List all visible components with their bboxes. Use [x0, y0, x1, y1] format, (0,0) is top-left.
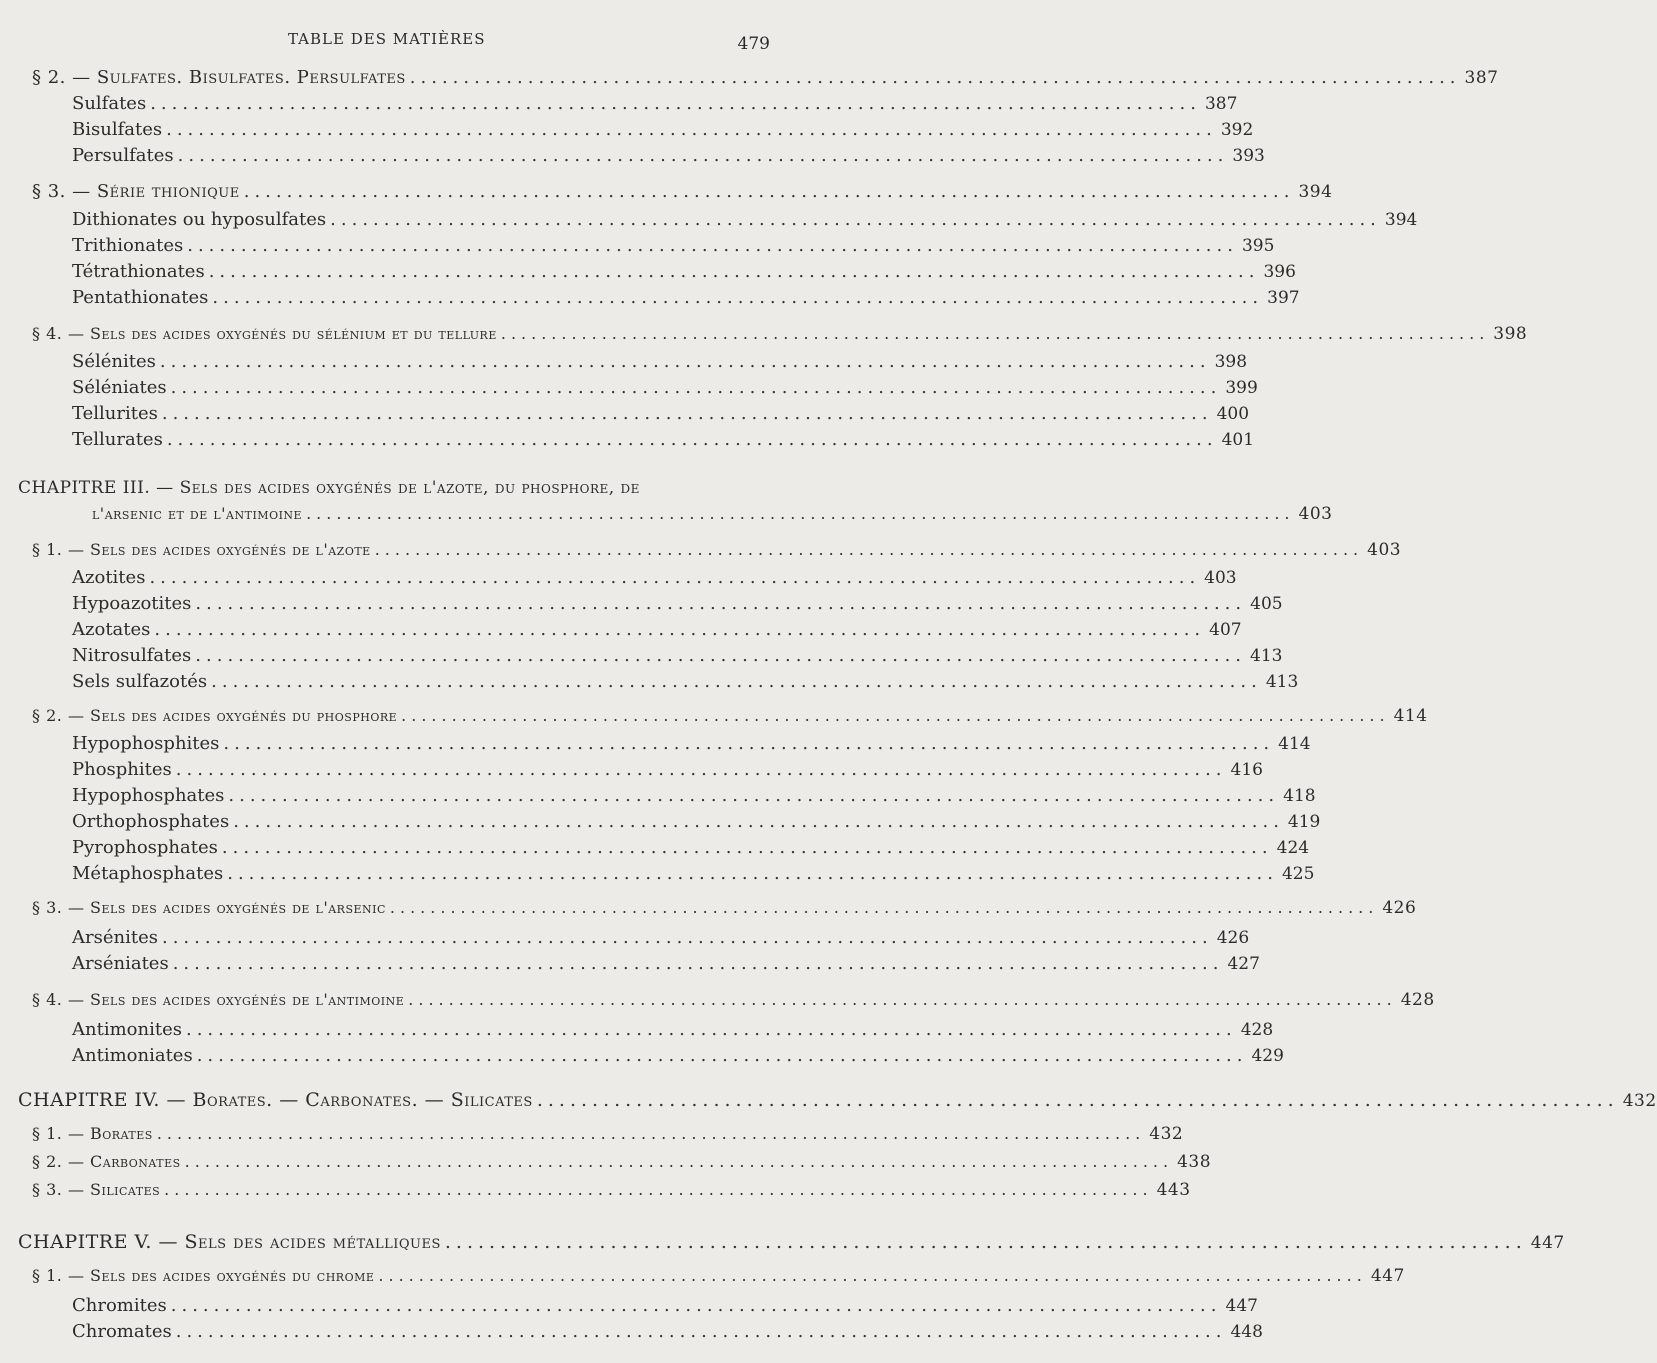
toc-entry: Trithionates .................................................................................................. 395 — [72, 235, 1275, 256]
toc-entry: Pentathionates .................................................................................................. 397 — [72, 287, 1300, 308]
toc-entry: Orthophosphates .................................................................................................. 419 — [72, 811, 1321, 832]
toc-entry: Tétrathionates .................................................................................................. 396 — [72, 261, 1296, 282]
toc-section: § 3. — Série thionique .................................................................................................. 394 — [32, 181, 1333, 202]
toc-entry: Pyrophosphates .................................................................................................. 424 — [72, 837, 1310, 858]
toc-entry: Persulfates .................................................................................................. 393 — [72, 145, 1265, 166]
toc-entry: Métaphosphates .................................................................................................. 425 — [72, 863, 1315, 884]
toc-entry: Azotites .................................................................................................. 403 — [72, 567, 1237, 588]
page-header — [0, 30, 800, 56]
toc-entry: Hypoazotites .................................................................................................. 405 — [72, 593, 1283, 614]
toc-entry: Antimonites .................................................................................................. 428 — [72, 1019, 1274, 1040]
toc-entry: Nitrosulfates .................................................................................................. 413 — [72, 645, 1283, 666]
toc-entry: Dithionates ou hyposulfates .................................................................................................. 394 — [72, 209, 1418, 230]
toc-chapter-cont: l'arsenic et de l'antimoine .................................................................................................. 403 — [92, 504, 1333, 524]
toc-entry: Chromites .................................................................................................. 447 — [72, 1295, 1258, 1316]
toc-entry: Hypophosphates .................................................................................................. 418 — [72, 785, 1316, 806]
toc-entry: Séléniates .................................................................................................. 399 — [72, 377, 1258, 398]
page-number: 479 — [737, 34, 770, 54]
toc-entry: Tellurites .................................................................................................. 400 — [72, 403, 1250, 424]
toc-chapter: CHAPITRE V. — Sels des acides métalliques .................................................................................................. 447 — [18, 1231, 1565, 1253]
toc-section: § 3. — Sels des acides oxygénés de l'arsenic .................................................................................................. 426 — [32, 898, 1417, 918]
toc-chapter: CHAPITRE IV. — Borates. — Carbonates. — Silicates .................................................................................................. 432 — [18, 1089, 1657, 1111]
toc-entry: Arsénites .................................................................................................. 426 — [72, 927, 1250, 948]
toc-entry: Sulfates .................................................................................................. 387 — [72, 93, 1238, 114]
toc-entry: Arséniates .................................................................................................. 427 — [72, 953, 1260, 974]
toc-section: § 2. — Sels des acides oxygénés du phosphore .................................................................................................. 414 — [32, 706, 1428, 726]
toc-entry: Tellurates .................................................................................................. 401 — [72, 429, 1255, 450]
toc-section: § 2. — Carbonates .................................................................................................. 438 — [32, 1152, 1212, 1172]
toc-entry: Hypophosphites .................................................................................................. 414 — [72, 733, 1311, 754]
toc-entry: Bisulfates .................................................................................................. 392 — [72, 119, 1254, 140]
chapter-title: CHAPITRE III. — Sels des acides oxygénés de l'azote, du phosphore, de — [18, 478, 640, 498]
toc-section: § 4. — Sels des acides oxygénés du sélénium et du tellure .................................................................................................. 398 — [32, 324, 1528, 344]
toc-section: § 1. — Borates .................................................................................................. 432 — [32, 1124, 1184, 1144]
toc-entry: Phosphites .................................................................................................. 416 — [72, 759, 1263, 780]
toc-entry: Sels sulfazotés .................................................................................................. 413 — [72, 671, 1299, 692]
running-title: TABLE DES MATIÈRES — [288, 30, 486, 48]
toc-section: § 2. — Sulfates. Bisulfates. Persulfates .................................................................................................. 387 — [32, 67, 1499, 88]
toc-entry: Chromates .................................................................................................. 448 — [72, 1321, 1263, 1342]
toc-entry: Antimoniates .................................................................................................. 429 — [72, 1045, 1284, 1066]
toc-entry: Azotates .................................................................................................. 407 — [72, 619, 1242, 640]
toc-section: § 3. — Silicates .................................................................................................. 443 — [32, 1180, 1191, 1200]
toc-section: § 4. — Sels des acides oxygénés de l'antimoine .................................................................................................. 428 — [32, 990, 1435, 1010]
toc-section: § 1. — Sels des acides oxygénés de l'azote .................................................................................................. 403 — [32, 540, 1402, 560]
toc-entry: Sélénites .................................................................................................. 398 — [72, 351, 1248, 372]
toc-section: § 1. — Sels des acides oxygénés du chrome .................................................................................................. 447 — [32, 1266, 1405, 1286]
